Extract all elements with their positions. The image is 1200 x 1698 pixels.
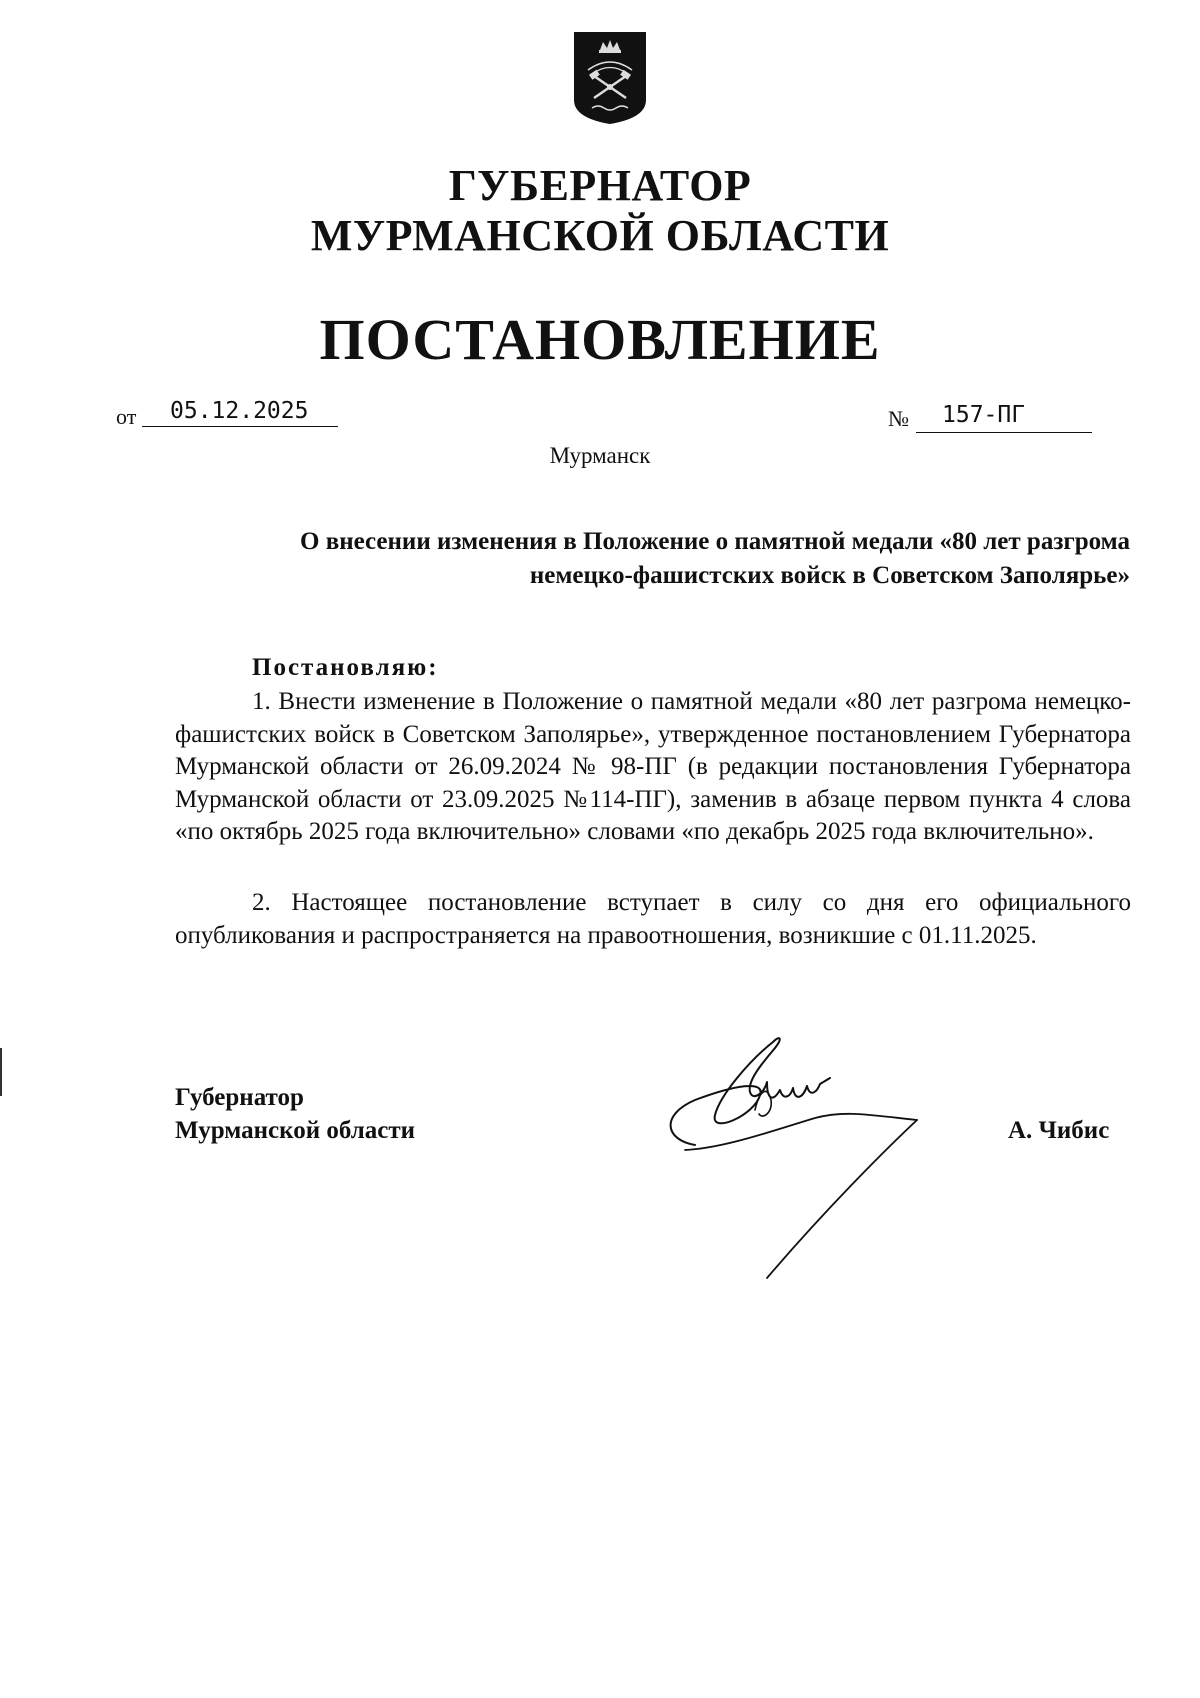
number-label: № [888, 406, 909, 431]
city: Мурманск [549, 443, 651, 468]
signer-position-line2: Мурманской области [175, 1117, 416, 1144]
document-number: 157-ПГ [942, 402, 1026, 428]
scan-margin-mark [0, 1048, 2, 1096]
number-underline [916, 432, 1092, 433]
authority-name-line2: МУРМАНСКОЙ ОБЛАСТИ [310, 211, 890, 260]
document-type: ПОСТАНОВЛЕНИЕ [319, 307, 881, 372]
coat-of-arms-icon [572, 30, 648, 126]
date-label: от [116, 404, 137, 429]
date-underline [142, 426, 338, 427]
paragraph-2: 2. Настоящее постановление вступает в силу со дня его официального опубликования и распространяется на правоотношения, возникшие с 01.11.2025. [175, 889, 1131, 949]
document-date: 05.12.2025 [170, 398, 309, 424]
signer-position-line1: Губернатор [175, 1084, 304, 1111]
signer-name: А. Чибис [1008, 1117, 1110, 1144]
paragraph-1: 1. Внести изменение в Положение о памятной медали «80 лет разгрома немецко-фашистских войск в Советском Заполярье», утвержденное постановлением Губернатора Мурманской области от 26.09.2024 № 98-ПГ (в редакции постановления Губернатора Мурманской области от 23.09.2025 №114-ПГ), заменив в абзаце первом пункта 4 слова «по октябрь 2025 года включительно» словами «по декабрь 2025 года включительно». [175, 688, 1131, 845]
authority-name-line1: ГУБЕРНАТОР [448, 161, 752, 210]
signature-icon [655, 1030, 935, 1280]
document-title-line1: О внесении изменения в Положение о памятной медали «80 лет разгрома [300, 528, 1130, 555]
decree-word: Постановляю: [252, 654, 439, 681]
document-title-line2: немецко-фашистских войск в Советском Заполярье» [529, 562, 1130, 589]
